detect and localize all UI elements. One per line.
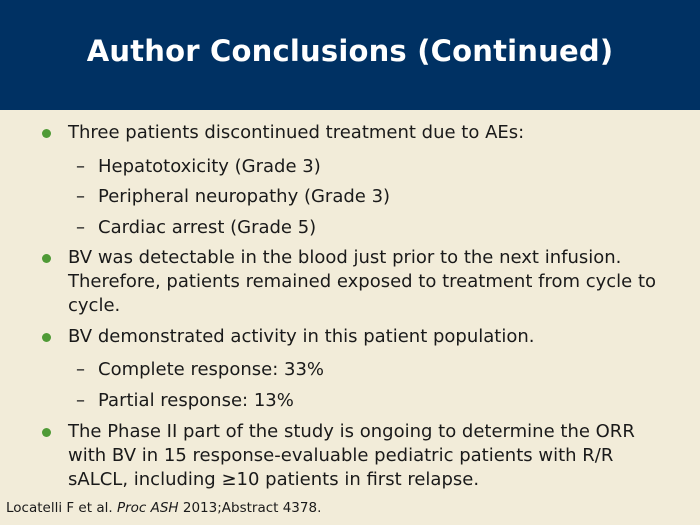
dash-icon: – bbox=[76, 359, 85, 380]
sub-bullet-label: Peripheral neuropathy (Grade 3) bbox=[98, 186, 391, 207]
dash-icon: – bbox=[76, 217, 85, 238]
bullet-dot-icon bbox=[42, 129, 51, 138]
sub-bullet-item bbox=[76, 358, 324, 382]
title-bar bbox=[0, 0, 700, 110]
sub-bullet-item bbox=[76, 216, 316, 240]
sub-bullet-item bbox=[76, 389, 294, 413]
sub-bullet-item bbox=[76, 185, 390, 209]
bullet-item: BV demonstrated activity in this patient population. bbox=[68, 326, 535, 347]
dash-icon: – bbox=[76, 156, 85, 177]
bullet-item: The Phase II part of the study is ongoing to determine the ORR with BV in 15 response-evaluable pediatric patients with R/R sALCL, including ≥10 patients in first relapse. bbox=[68, 421, 635, 490]
citation-prefix: Locatelli F et al. bbox=[6, 500, 117, 516]
bullet-dot-icon bbox=[42, 333, 51, 342]
slide-title: Author Conclusions (Continued) bbox=[86, 34, 614, 68]
sub-bullet-label: Hepatotoxicity (Grade 3) bbox=[98, 156, 321, 177]
bullet-dot-icon bbox=[42, 428, 51, 437]
citation-suffix: 2013;Abstract 4378. bbox=[178, 500, 322, 516]
bullet-item: BV was detectable in the blood just prior to the next infusion. Therefore, patients remained exposed to treatment from cycle to cycle. bbox=[68, 247, 657, 316]
citation bbox=[6, 500, 321, 516]
dash-icon: – bbox=[76, 186, 85, 207]
sub-bullet-label: Partial response: 13% bbox=[98, 390, 294, 411]
bullet-item: Three patients discontinued treatment due to AEs: bbox=[68, 122, 525, 143]
dash-icon: – bbox=[76, 390, 85, 411]
bullet-dot-icon bbox=[42, 254, 51, 263]
sub-bullet-label: Cardiac arrest (Grade 5) bbox=[98, 217, 317, 238]
sub-bullet-label: Complete response: 33% bbox=[98, 359, 325, 380]
citation-journal: Proc ASH bbox=[116, 500, 179, 516]
sub-bullet-item bbox=[76, 155, 321, 179]
